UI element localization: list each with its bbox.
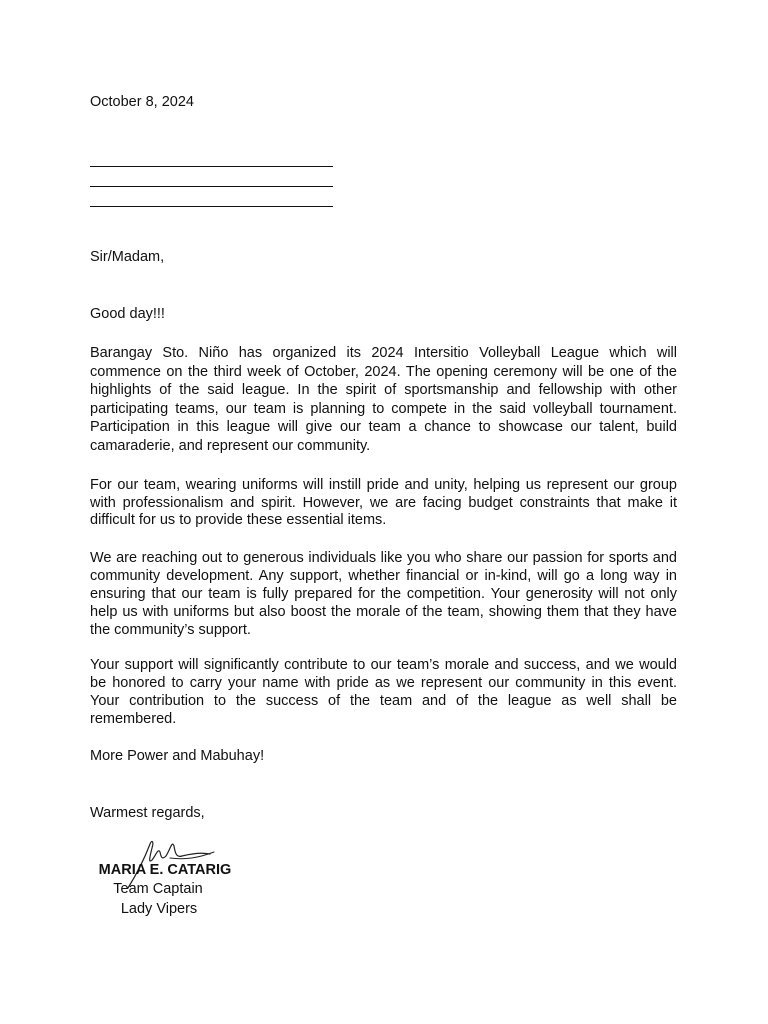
signer-title: Team Captain — [113, 881, 203, 897]
salutation: Sir/Madam, — [90, 249, 165, 265]
body-paragraph-3: We are reaching out to generous individuals like you who share our passion for sports and community development. Any support, whether financial or in-kind, will go a long way in ensuring that our team is fully prepared for the competition. Your generosity will not only help us with uniforms but also boost the morale of the team, showing them that they have the community’s support. — [90, 550, 677, 638]
body-paragraph-2: For our team, wearing uniforms will instill pride and unity, helping us represent our group with professionalism and spirit. However, we are facing budget constraints that make it difficult for us to provide these essential items. — [90, 477, 677, 528]
recipient-blank-line-2 — [90, 186, 333, 187]
signer-name: MARIA E. CATARIG — [98, 862, 232, 878]
signer-team: Lady Vipers — [120, 901, 198, 917]
letter-date: October 8, 2024 — [90, 94, 194, 110]
body-paragraph-1: Barangay Sto. Niño has organized its 2024 Intersitio Volleyball League which will commence on the third week of October, 2024. The opening ceremony will be one of the highlights of the said league. In the spirit of sportsmanship and fellowship with other participating teams, our team is planning to compete in the said volleyball tournament. Participation in this league will give our team a chance to showcase our talent, build camaraderie, and represent our community. — [90, 345, 677, 454]
recipient-blank-line-3 — [90, 206, 333, 207]
closing-line: More Power and Mabuhay! — [90, 748, 265, 764]
closing: Warmest regards, — [90, 805, 205, 821]
greeting: Good day!!! — [90, 306, 165, 322]
recipient-blank-line-1 — [90, 166, 333, 167]
body-paragraph-4: Your support will significantly contribute to our team’s morale and success, and we would be honored to carry your name with pride as we represent our community in this event. Your contribution to the success of the team and of the league as well shall be remembered. — [90, 657, 677, 727]
